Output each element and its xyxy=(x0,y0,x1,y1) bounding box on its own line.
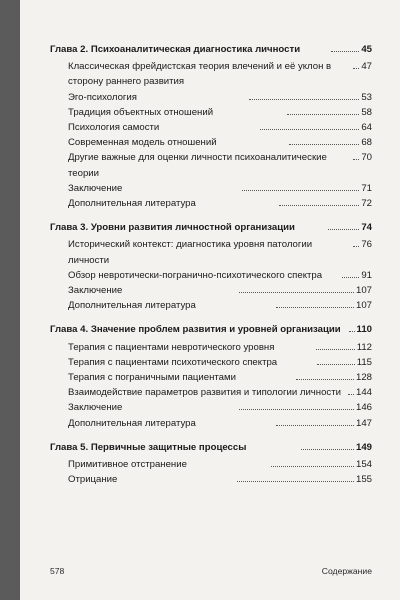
toc-section-entry xyxy=(50,283,372,298)
toc-section-entry xyxy=(50,370,372,385)
toc-section-entry xyxy=(50,196,372,211)
dot-leader xyxy=(289,144,359,145)
toc-section-entry xyxy=(50,298,372,313)
dot-leader xyxy=(353,159,359,160)
section-title: Заключение xyxy=(68,402,123,414)
dot-leader xyxy=(328,229,359,230)
page-number: 45 xyxy=(361,44,373,55)
dot-leader xyxy=(249,99,359,100)
footer-page-number: 578 xyxy=(50,566,65,576)
dot-leader xyxy=(317,364,355,365)
page-number: 53 xyxy=(361,91,372,103)
dot-leader xyxy=(316,349,355,350)
toc-section-entry xyxy=(50,355,372,370)
section-title: Отрицание xyxy=(68,474,118,486)
section-title: Дополнительная литература xyxy=(68,198,196,210)
page-number: 155 xyxy=(356,474,373,486)
toc-section-entry xyxy=(50,120,372,135)
chapter-title: Глава 3. Уровни развития личностной организации xyxy=(50,222,295,234)
section-title: Терапия с пациентами психотического спектра xyxy=(68,356,278,368)
section-title: Исторический контекст: диагностика уровня патологии личности xyxy=(68,239,313,266)
section-title: Современная модель отношений xyxy=(68,137,217,149)
section-title: Терапия с пациентами невротического уровня xyxy=(68,341,275,353)
dot-leader xyxy=(237,481,354,482)
dot-leader xyxy=(279,205,360,206)
toc-chapter-entry xyxy=(50,42,372,57)
section-title: Эго-психология xyxy=(68,91,137,103)
chapter-title: Глава 5. Первичные защитные процессы xyxy=(50,441,247,453)
table-of-contents xyxy=(50,42,372,487)
page-footer xyxy=(50,566,372,576)
page-number: 72 xyxy=(361,198,373,210)
toc-section-entry xyxy=(50,400,372,415)
toc-section-entry xyxy=(50,105,372,120)
toc-chapter-entry xyxy=(50,322,372,337)
footer-section-title: Содержание xyxy=(321,566,372,576)
page-number: 146 xyxy=(355,402,372,414)
page-number: 149 xyxy=(355,441,372,453)
page-number: 58 xyxy=(361,106,372,118)
chapter-title: Глава 2. Психоаналитическая диагностика личности xyxy=(50,44,301,55)
section-title: Обзор невротически-погранично-психотического спектра xyxy=(68,269,323,281)
page-number: 71 xyxy=(361,182,372,194)
dot-leader xyxy=(348,394,354,395)
dot-leader xyxy=(353,68,359,69)
toc-section-entry xyxy=(50,340,372,355)
dot-leader xyxy=(271,466,354,467)
page-number: 70 xyxy=(361,152,372,164)
section-title: Дополнительная литература xyxy=(68,300,196,312)
page-number: 110 xyxy=(356,324,372,336)
toc-section-entry xyxy=(50,59,372,89)
dot-leader xyxy=(276,307,354,308)
page-number: 47 xyxy=(361,61,372,73)
page-number: 68 xyxy=(361,137,373,149)
dot-leader xyxy=(242,190,359,191)
page-number: 154 xyxy=(356,459,373,471)
section-title: Примитивное отстранение xyxy=(68,459,187,471)
section-title: Заключение xyxy=(68,285,123,297)
chapter-title: Глава 4. Значение проблем развития и уровней организации xyxy=(50,324,341,336)
section-title: Психология самости xyxy=(68,122,160,134)
toc-section-entry xyxy=(50,385,372,400)
dot-leader xyxy=(296,379,354,380)
section-title: Терапия с пограничными пациентами xyxy=(68,372,236,384)
toc-chapter-entry xyxy=(50,220,372,235)
dot-leader xyxy=(239,292,354,293)
page-number: 128 xyxy=(355,372,372,384)
dot-leader xyxy=(353,246,359,247)
page-number: 115 xyxy=(356,356,373,368)
toc-section-entry xyxy=(50,457,372,472)
toc-section-entry xyxy=(50,237,372,267)
dot-leader xyxy=(276,425,354,426)
page-number: 107 xyxy=(355,285,372,297)
section-title: Дополнительная литература xyxy=(68,417,196,429)
page-number: 107 xyxy=(356,300,373,312)
section-title: Заключение xyxy=(68,182,123,194)
page-number: 91 xyxy=(361,269,373,281)
section-title: Другие важные для оценки личности психоаналитические теории xyxy=(68,152,327,179)
page-number: 112 xyxy=(356,341,372,353)
toc-section-entry xyxy=(50,181,372,196)
section-title: Взаимодействие параметров развития и типологии личности xyxy=(68,387,341,399)
toc-section-entry xyxy=(50,268,372,283)
dot-leader xyxy=(287,114,359,115)
page-number: 74 xyxy=(361,222,373,234)
dot-leader xyxy=(342,277,360,278)
dot-leader xyxy=(301,449,354,450)
page-number: 64 xyxy=(361,122,373,134)
toc-section-entry xyxy=(50,135,372,150)
page-number: 144 xyxy=(355,387,372,399)
page-number: 76 xyxy=(361,239,372,251)
dot-leader xyxy=(260,129,359,130)
toc-section-entry xyxy=(50,416,372,431)
dot-leader xyxy=(331,51,360,52)
toc-chapter-entry xyxy=(50,440,372,455)
toc-section-entry xyxy=(50,90,372,105)
page-number: 147 xyxy=(356,417,373,429)
section-title: Классическая фрейдистская теория влечений и её уклон в сторону раннего развития xyxy=(68,61,332,88)
dot-leader xyxy=(239,409,354,410)
dot-leader xyxy=(349,331,355,332)
book-page xyxy=(20,0,400,600)
section-title: Традиция объектных отношений xyxy=(68,106,214,118)
toc-section-entry xyxy=(50,150,372,180)
toc-section-entry xyxy=(50,472,372,487)
